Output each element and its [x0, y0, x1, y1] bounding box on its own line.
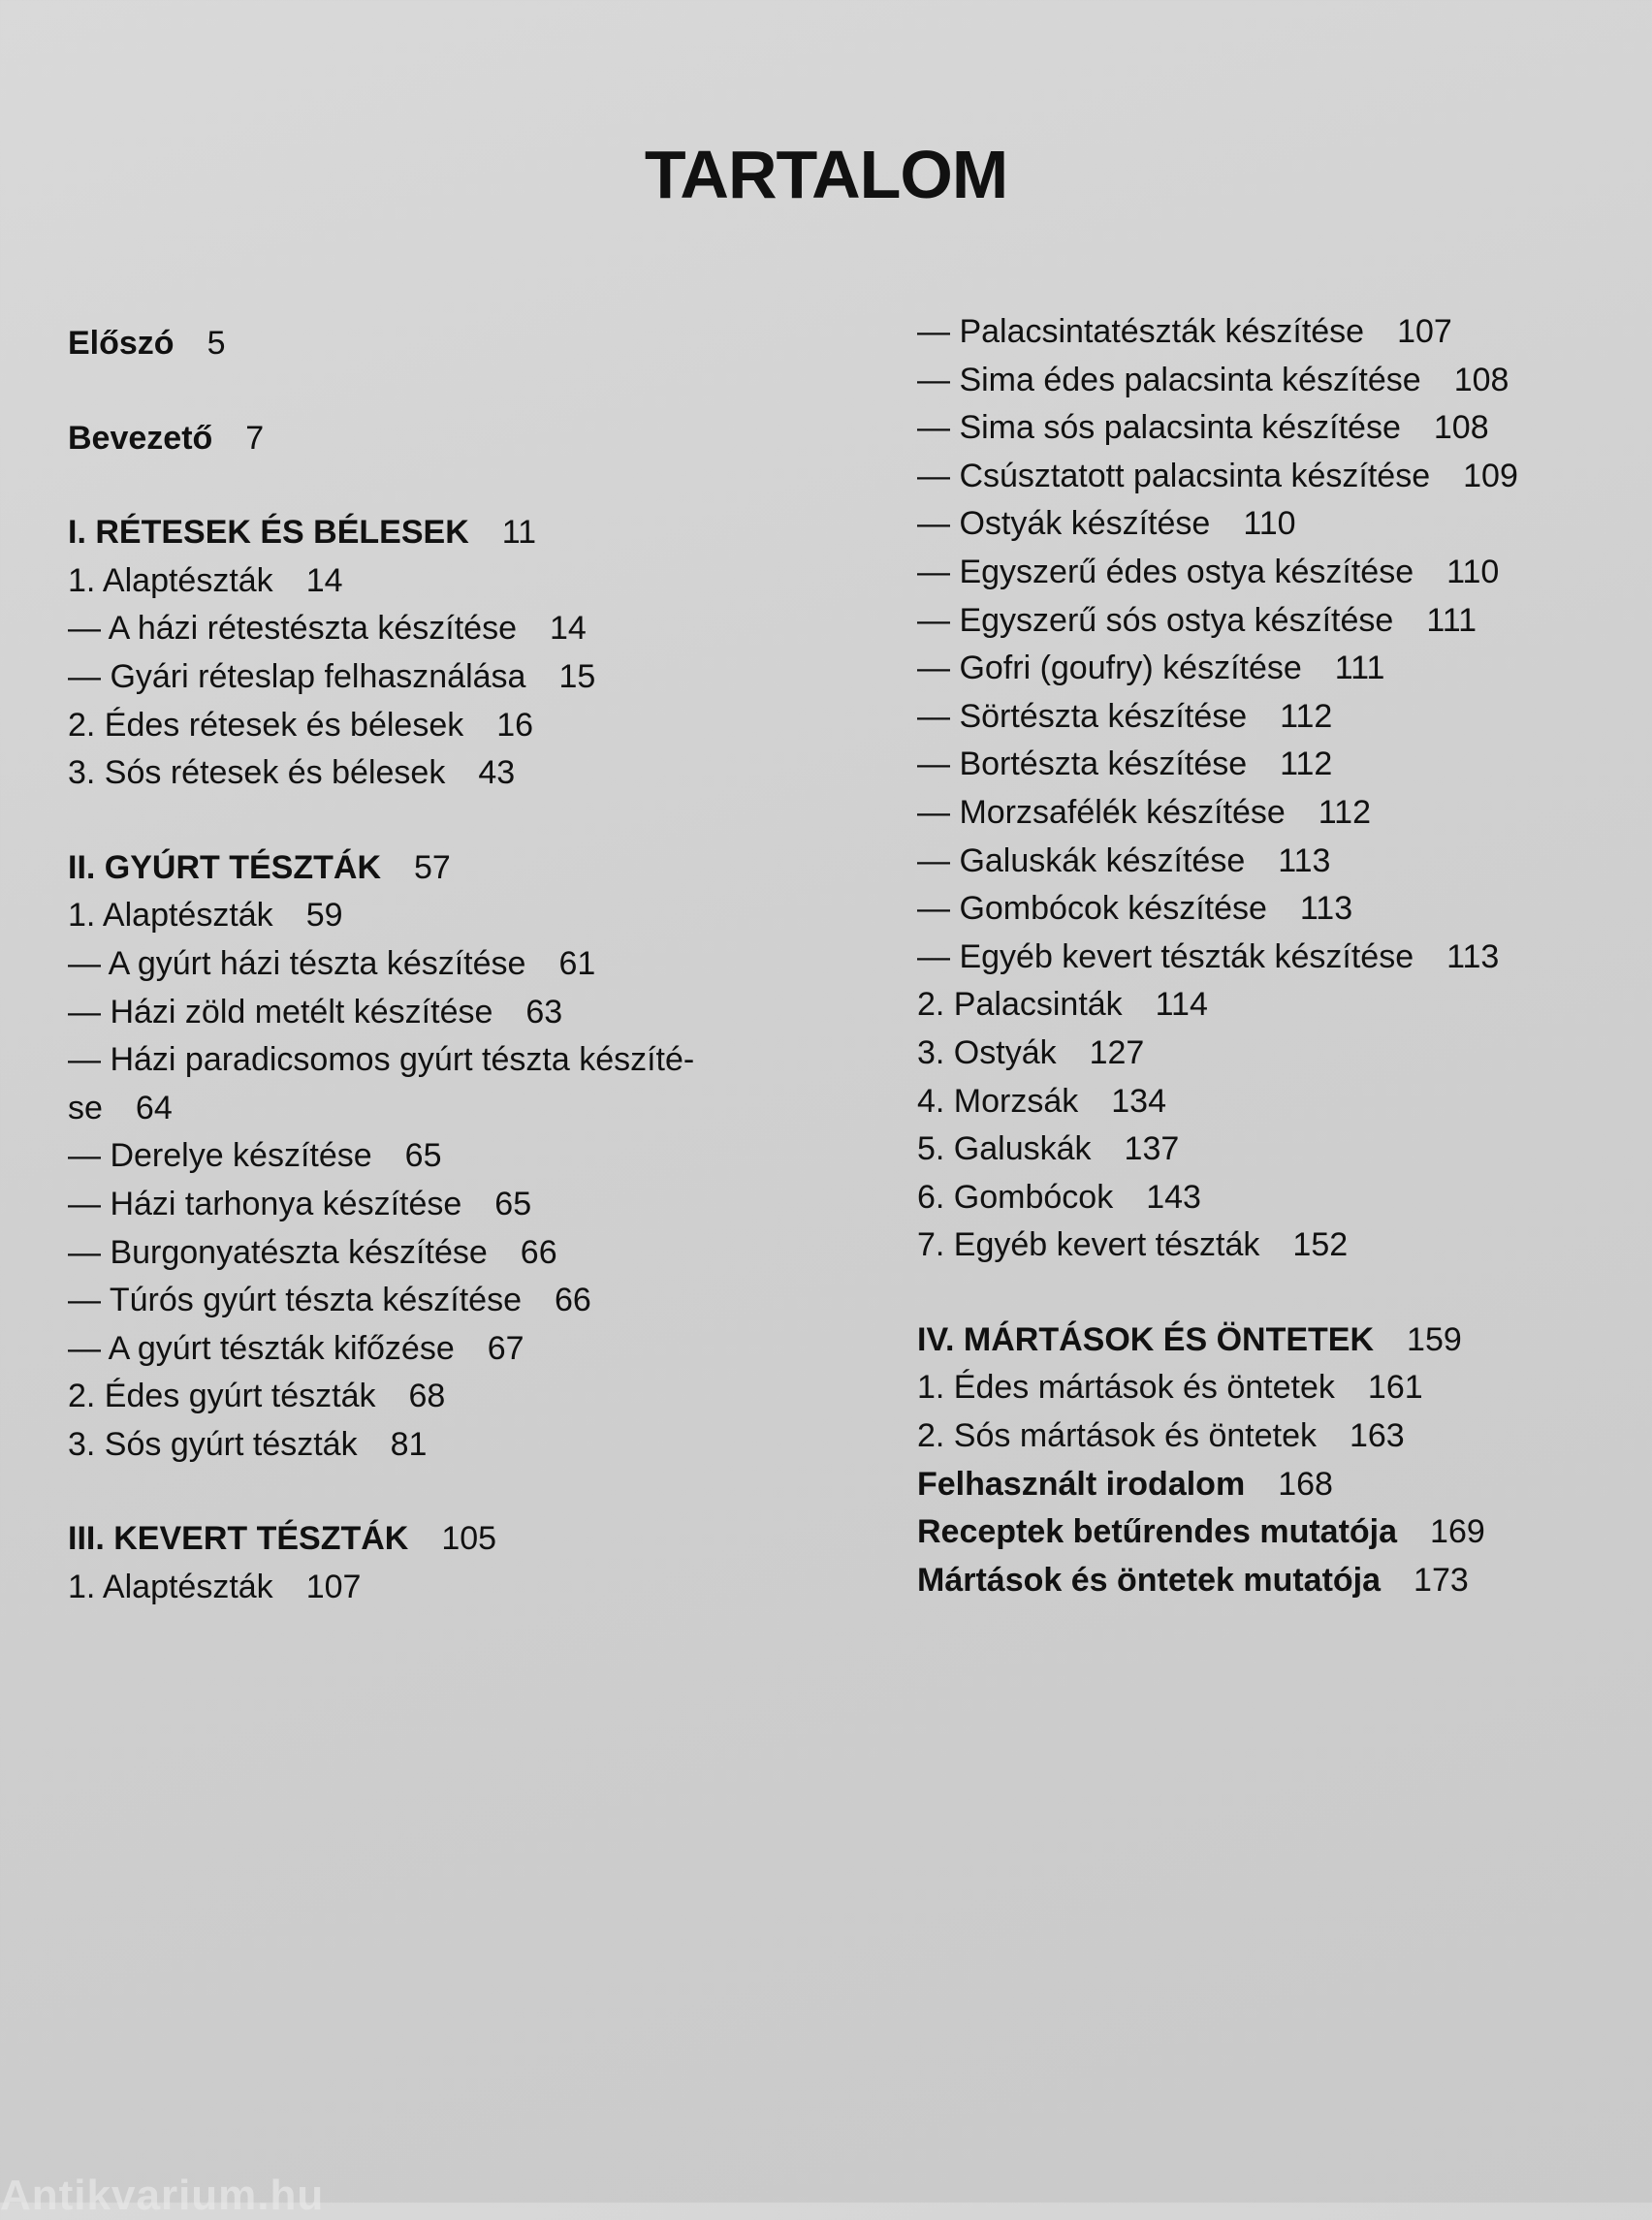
toc-entry-title: — Egyszerű sós ostya készítése [917, 601, 1394, 639]
toc-entry-title: — Gofri (goufry) készítése [917, 650, 1302, 687]
toc-entry-title: 5. Galuskák [917, 1130, 1092, 1168]
toc-entry-title: 1. Alaptészták [68, 1569, 273, 1606]
toc-entry-title: 7. Egyéb kevert tészták [917, 1226, 1260, 1264]
toc-entry-page: 112 [1280, 745, 1333, 783]
toc-entry [68, 749, 882, 798]
toc-entry-page: 112 [1280, 697, 1333, 735]
toc-entry-title: — A gyúrt házi tészta készítése [68, 944, 526, 982]
toc-entry-page: 111 [1334, 650, 1385, 687]
toc-entry [68, 1325, 882, 1374]
toc-entry [68, 1515, 882, 1564]
toc-entry-title: — Sörtészta készítése [917, 697, 1248, 735]
toc-entry [917, 1508, 1652, 1557]
toc-entry-page: 11 [501, 514, 537, 552]
toc-entry-title: — A házi rétestészta készítése [68, 610, 518, 648]
toc-entry-page: 81 [390, 1425, 428, 1463]
toc-entry [917, 549, 1652, 597]
toc-entry-page: 61 [558, 944, 596, 982]
toc-entry-title: — Morzsafélék készítése [917, 793, 1286, 831]
toc-entry-title: — Bortészta készítése [917, 745, 1248, 783]
toc-entry [68, 415, 882, 463]
toc-entry-page: 68 [408, 1378, 446, 1415]
toc-entry-page: 65 [404, 1137, 442, 1175]
toc-entry [917, 1174, 1652, 1222]
toc-entry [917, 1412, 1652, 1461]
toc-entry-page: 114 [1155, 986, 1208, 1024]
toc-entry-page: 65 [494, 1185, 532, 1222]
toc-entry-title: Mártások és öntetek mutatója [917, 1561, 1382, 1599]
toc-entry-title: 1. Alaptészták [68, 897, 273, 935]
toc-entry-title: 3. Ostyák [917, 1033, 1057, 1071]
toc-entry-page: 57 [414, 848, 451, 886]
toc-entry-title: — Egyéb kevert tészták készítése [917, 937, 1414, 975]
toc-entry-page: 64 [135, 1089, 173, 1126]
toc-entry [917, 1126, 1652, 1174]
toc-entry-page: 113 [1299, 890, 1353, 928]
toc-entry [68, 1036, 776, 1132]
toc-entry [68, 557, 882, 606]
toc-entry-page: 110 [1243, 505, 1296, 543]
toc-entry [68, 1564, 882, 1612]
toc-entry-title: — Házi zöld metélt készítése [68, 993, 493, 1031]
toc-entry-title: Előszó [68, 325, 175, 362]
toc-entry [68, 1229, 882, 1278]
toc-entry [68, 605, 882, 653]
toc-entry-title: IV. MÁRTÁSOK ÉS ÖNTETEK [917, 1320, 1375, 1358]
toc-entry-page: 163 [1349, 1417, 1405, 1455]
watermark: Antikvarium.hu [0, 2172, 325, 2219]
toc-entry-title: 2. Sós mártások és öntetek [917, 1417, 1317, 1455]
toc-entry [68, 509, 882, 557]
toc-entry-title: II. GYÚRT TÉSZTÁK [68, 848, 381, 886]
toc-entry-page: 7 [245, 419, 265, 457]
toc-entry [917, 453, 1652, 501]
toc-entry [68, 844, 882, 893]
toc-entry [917, 404, 1652, 453]
toc-entry-title: — Házi paradicsomos gyúrt tészta készíté-se [68, 1041, 695, 1126]
toc-entry [917, 693, 1652, 742]
toc-entry-page: 159 [1407, 1320, 1462, 1358]
toc-entry-page: 161 [1367, 1369, 1423, 1407]
toc-entry [917, 1030, 1652, 1078]
toc-entry-page: 105 [441, 1520, 497, 1558]
toc-entry-title: 3. Sós rétesek és bélesek [68, 754, 446, 792]
toc-entry [917, 500, 1652, 549]
toc-entry [68, 1132, 882, 1181]
toc-entry-title: — Csúsztatott palacsinta készítése [917, 457, 1431, 494]
section-spacer [68, 462, 882, 509]
toc-entry [68, 1421, 882, 1470]
toc-entry [917, 1557, 1652, 1605]
toc-entry-title: 1. Édes mártások és öntetek [917, 1369, 1335, 1407]
section-spacer [917, 1270, 1652, 1316]
toc-entry-title: — A gyúrt tészták kifőzése [68, 1329, 455, 1367]
toc-entry-page: 143 [1146, 1178, 1201, 1216]
toc-entry-title: — Gyári réteslap felhasználása [68, 657, 526, 695]
toc-entry-page: 109 [1463, 457, 1518, 494]
toc-entry [917, 838, 1652, 886]
toc-entry-page: 168 [1278, 1465, 1333, 1503]
toc-entry-title: — Derelye készítése [68, 1137, 372, 1175]
toc-entry [917, 885, 1652, 934]
toc-entry [68, 1277, 882, 1325]
toc-entry [68, 653, 882, 702]
toc-entry [917, 789, 1652, 838]
toc-entry-title: — Gombócok készítése [917, 890, 1267, 928]
toc-entry-title: 1. Alaptészták [68, 561, 273, 599]
toc-entry [917, 308, 1652, 357]
toc-entry-page: 173 [1414, 1561, 1469, 1599]
toc-entry-title: — Házi tarhonya készítése [68, 1185, 462, 1222]
toc-entry-page: 110 [1446, 553, 1500, 590]
toc-entry [917, 1461, 1652, 1509]
toc-entry [917, 1316, 1652, 1365]
toc-entry [68, 320, 882, 368]
toc-entry-page: 108 [1433, 409, 1489, 447]
toc-entry [68, 1181, 882, 1229]
toc-entry-title: — Sima sós palacsinta készítése [917, 409, 1401, 447]
toc-entry-title: — Ostyák készítése [917, 505, 1211, 543]
toc-entry-title: 2. Édes gyúrt tészták [68, 1378, 376, 1415]
toc-entry-title: 3. Sós gyúrt tészták [68, 1425, 358, 1463]
toc-right-column [917, 308, 1652, 1604]
toc-entry-title: — Egyszerű édes ostya készítése [917, 553, 1414, 590]
toc-entry-page: 15 [558, 657, 596, 695]
toc-entry-page: 113 [1278, 841, 1331, 879]
toc-entry [68, 892, 882, 940]
toc-entry-page: 107 [1397, 313, 1452, 350]
toc-entry-title: — Sima édes palacsinta készítése [917, 361, 1421, 398]
toc-entry-page: 111 [1426, 601, 1477, 639]
toc-entry [917, 934, 1652, 982]
toc-entry-title: Bevezető [68, 419, 213, 457]
toc-entry-title: 6. Gombócok [917, 1178, 1114, 1216]
toc-entry-page: 14 [550, 610, 587, 648]
toc-entry-page: 113 [1446, 937, 1500, 975]
toc-entry-page: 5 [206, 325, 226, 362]
toc-entry-page: 67 [487, 1329, 524, 1367]
toc-entry-title: 2. Édes rétesek és bélesek [68, 706, 464, 744]
toc-entry [917, 1364, 1652, 1412]
toc-entry [917, 1078, 1652, 1126]
section-spacer [68, 368, 882, 415]
toc-entry-page: 63 [525, 993, 563, 1031]
toc-entry-page: 127 [1089, 1033, 1145, 1071]
page-title: TARTALOM [644, 137, 1008, 212]
toc-entry-title: 4. Morzsák [917, 1082, 1079, 1120]
toc-entry-title: 2. Palacsinták [917, 986, 1123, 1024]
toc-entry-page: 112 [1318, 793, 1372, 831]
section-spacer [68, 798, 882, 844]
toc-entry-page: 14 [305, 561, 343, 599]
toc-entry-title: Receptek betűrendes mutatója [917, 1513, 1398, 1551]
toc-entry-page: 134 [1111, 1082, 1166, 1120]
toc-entry [68, 1373, 882, 1421]
toc-entry-title: I. RÉTESEK ÉS BÉLESEK [68, 514, 469, 552]
toc-entry [68, 989, 882, 1037]
toc-entry-title: — Burgonyatészta készítése [68, 1233, 488, 1271]
toc-entry [68, 702, 882, 750]
toc-entry-page: 43 [478, 754, 516, 792]
toc-entry [917, 357, 1652, 405]
toc-entry-page: 169 [1430, 1513, 1485, 1551]
section-spacer [68, 1469, 882, 1515]
toc-entry [917, 981, 1652, 1030]
toc-entry-page: 137 [1124, 1130, 1180, 1168]
toc-entry-title: III. KEVERT TÉSZTÁK [68, 1520, 409, 1558]
toc-entry [917, 1221, 1652, 1270]
toc-entry-page: 59 [305, 897, 343, 935]
toc-entry-page: 108 [1453, 361, 1509, 398]
toc-entry-page: 152 [1292, 1226, 1349, 1264]
toc-entry-title: Felhasznált irodalom [917, 1465, 1246, 1503]
toc-entry [917, 597, 1652, 646]
toc-entry-page: 66 [520, 1233, 557, 1271]
toc-entry-title: — Palacsintatészták készítése [917, 313, 1365, 350]
toc-entry-title: — Túrós gyúrt tészta készítése [68, 1282, 522, 1319]
toc-entry-page: 107 [305, 1569, 362, 1606]
toc-entry [68, 940, 882, 989]
toc-left-column [68, 320, 882, 1612]
toc-entry-page: 66 [555, 1282, 591, 1319]
toc-entry-page: 16 [496, 706, 534, 744]
toc-entry-title: — Galuskák készítése [917, 841, 1246, 879]
toc-entry [917, 741, 1652, 789]
toc-entry [917, 645, 1652, 693]
